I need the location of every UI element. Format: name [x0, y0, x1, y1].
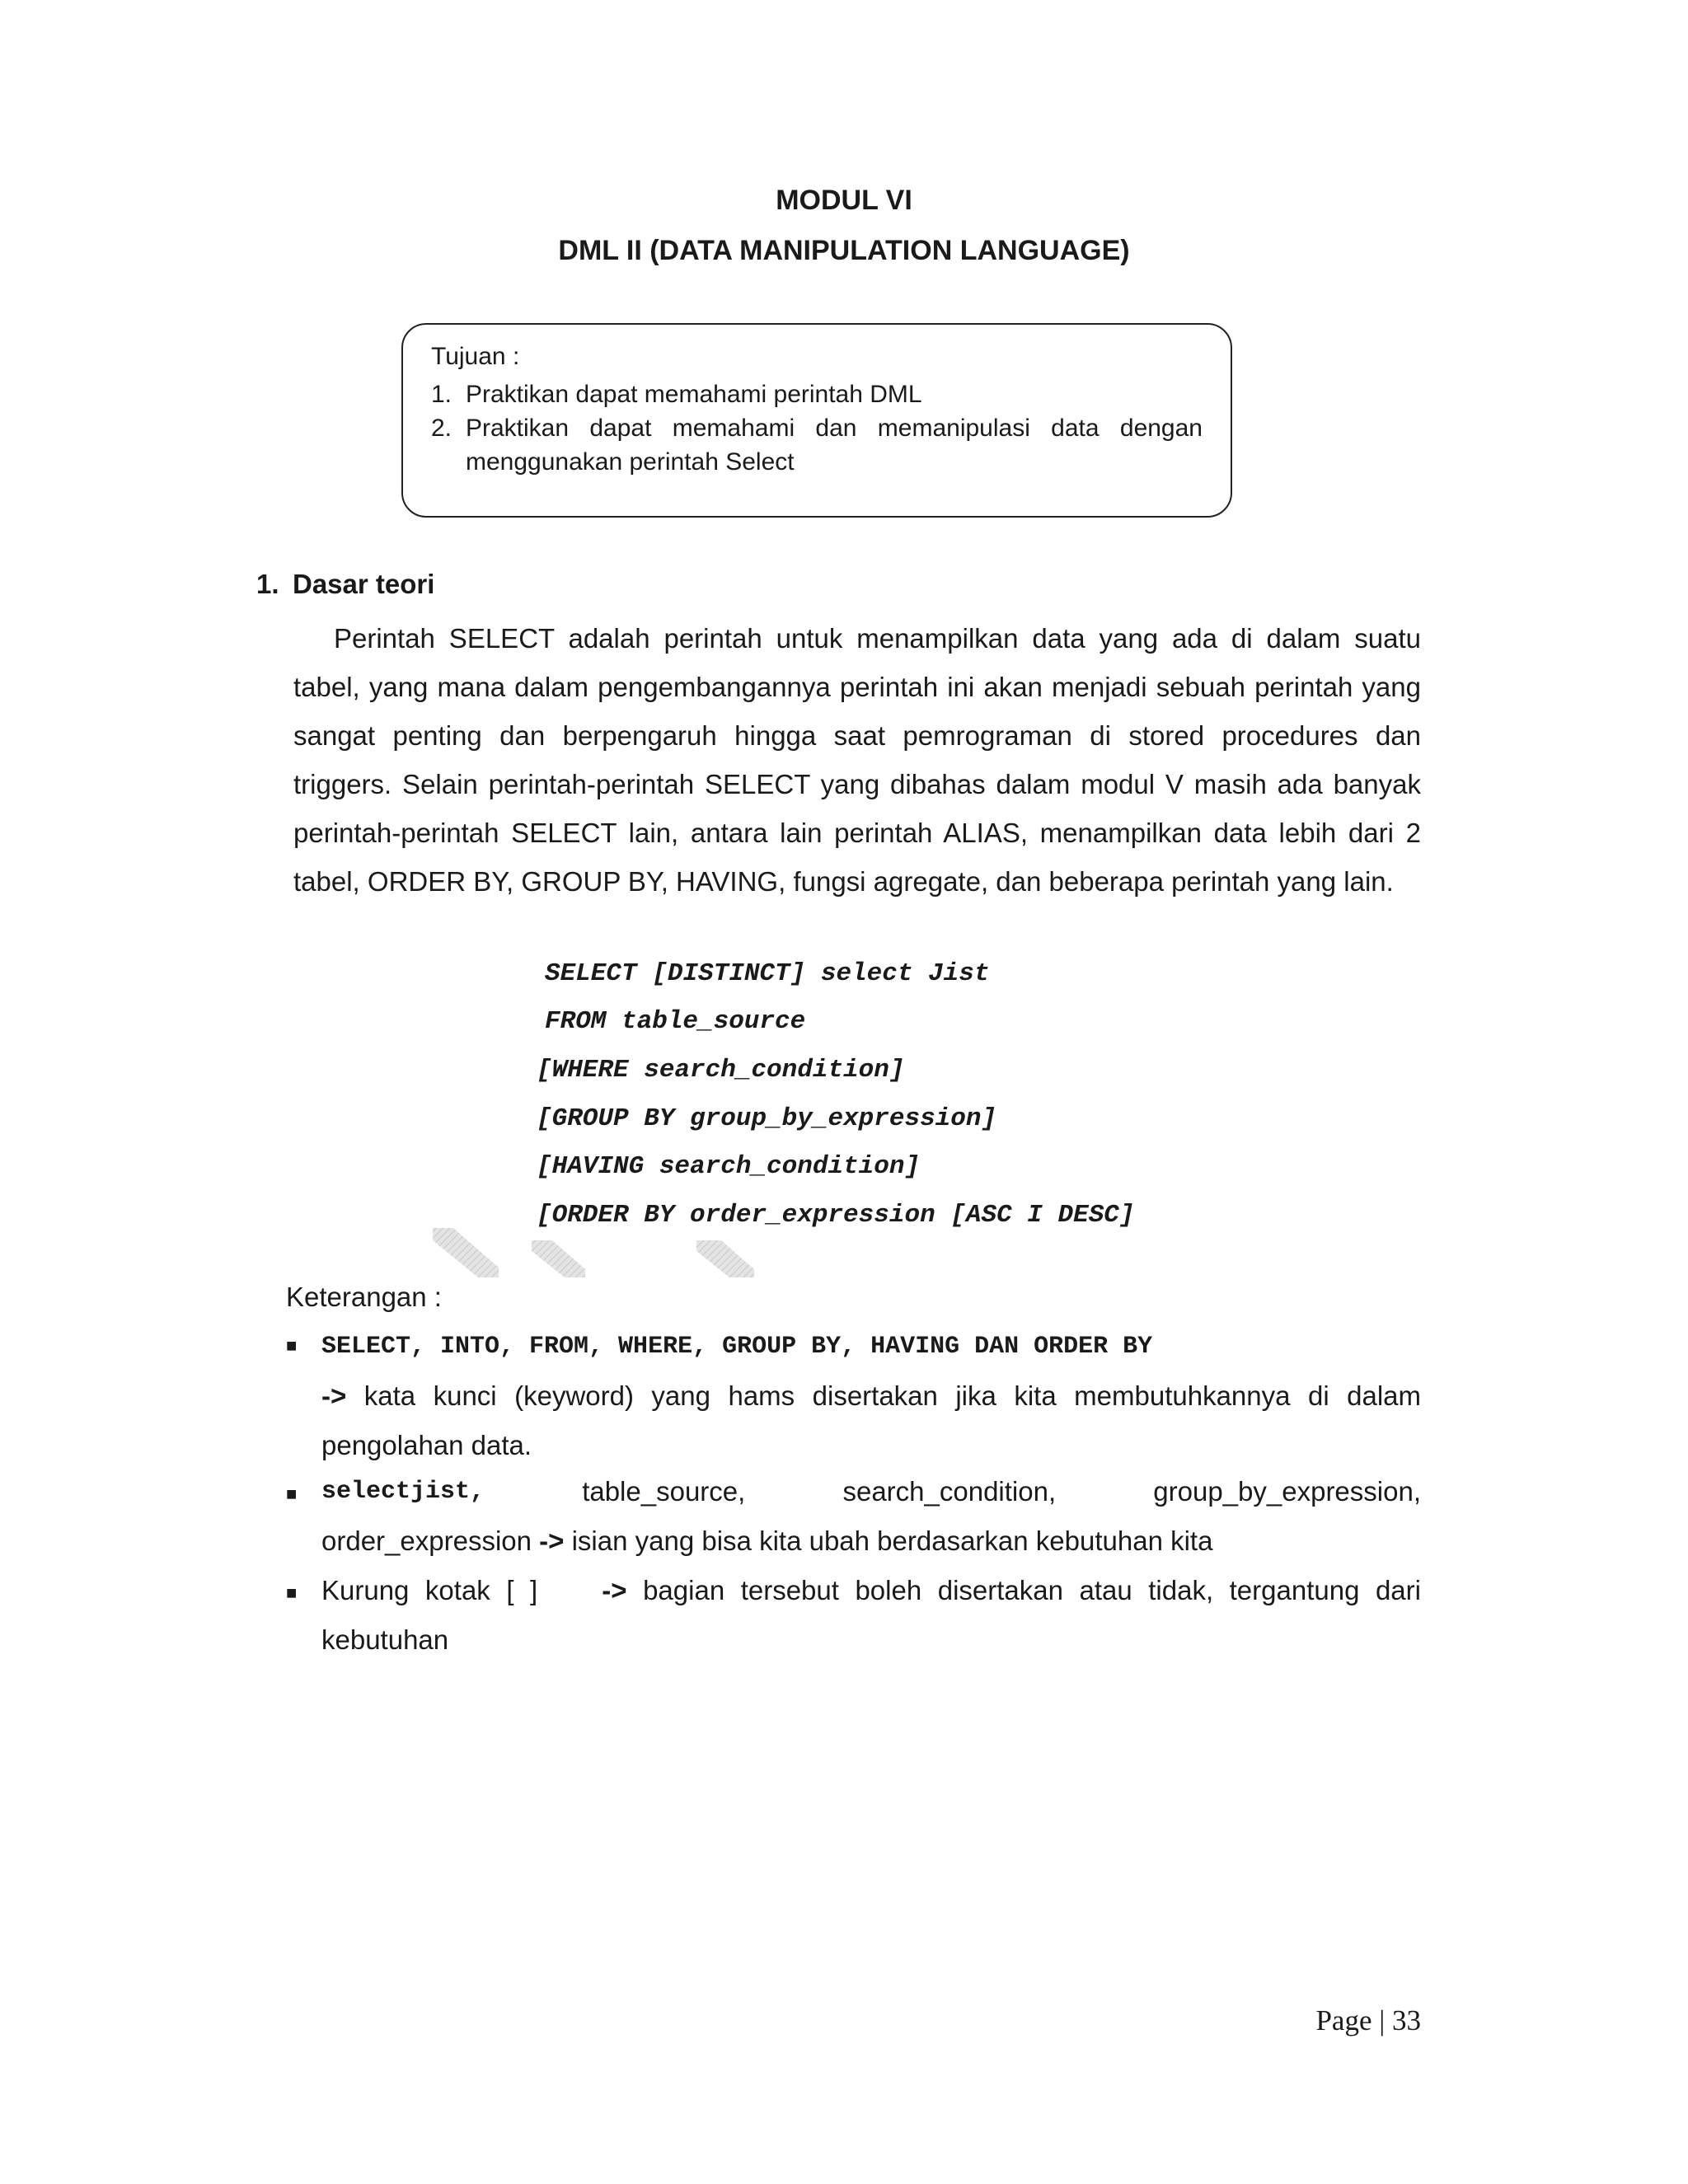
- note-text: isian yang bisa kita ubah berdasarkan kebutuhan kita: [571, 1526, 1213, 1556]
- notes-label: Keterangan :: [286, 1282, 442, 1312]
- note-item-brackets: [321, 1566, 1421, 1665]
- arrow-symbol: ->: [321, 1380, 347, 1411]
- note-item-keywords: [321, 1319, 1421, 1470]
- syntax-line: SELECT [DISTINCT] select Jist: [545, 959, 990, 988]
- note-item-placeholders: [321, 1467, 1421, 1566]
- placeholder-term: table_source,: [582, 1476, 746, 1507]
- syntax-line: [ORDER BY order_expression [ASC I DESC]: [537, 1201, 1135, 1230]
- syntax-line: [WHERE search_condition]: [537, 1056, 905, 1085]
- objective-text: Praktikan dapat memahami dan memanipulasi data dengan menggunakan perintah Select: [466, 415, 1203, 476]
- objective-number: 1.: [431, 381, 452, 408]
- objective-number: 2.: [431, 415, 452, 442]
- placeholder-term: selectjist,: [321, 1478, 485, 1506]
- note-text: bagian tersebut boleh disertakan atau tidak, tergantung dari kebutuhan: [321, 1575, 1421, 1655]
- bracket-term: Kurung kotak [ ]: [321, 1575, 538, 1605]
- arrow-symbol: ->: [539, 1526, 565, 1556]
- watermark-graphic: [429, 1228, 775, 1277]
- objective-text: Praktikan dapat memahami perintah DML: [466, 381, 922, 408]
- module-subtitle: DML II (DATA MANIPULATION LANGUAGE): [558, 235, 1130, 266]
- bullet-icon: ■: [286, 1483, 298, 1504]
- placeholder-description: [321, 1516, 1421, 1566]
- placeholder-term-row: [321, 1467, 1421, 1516]
- module-title: MODUL VI: [776, 185, 912, 216]
- section-title: Dasar teori: [293, 569, 435, 599]
- syntax-line: FROM table_source: [545, 1007, 806, 1036]
- arrow-symbol: ->: [602, 1575, 627, 1605]
- placeholder-term: order_expression: [321, 1526, 532, 1556]
- page-number: Page | 33: [1315, 2004, 1421, 2036]
- bullet-icon: ■: [286, 1582, 298, 1603]
- syntax-line: [HAVING search_condition]: [537, 1152, 921, 1181]
- syntax-line: [GROUP BY group_by_expression]: [537, 1104, 997, 1133]
- keyword-list: SELECT, INTO, FROM, WHERE, GROUP BY, HAVING DAN ORDER BY: [321, 1333, 1153, 1361]
- theory-paragraph: Perintah SELECT adalah perintah untuk menampilkan data yang ada di dalam suatu tabel, yang mana dalam pengembangannya perintah ini akan menjadi sebuah perintah yang sangat penting dan berpengaruh hingga saat pemrograman di stored procedures dan triggers. Selain perintah-perintah SELECT yang dibahas dalam modul V masih ada banyak perintah-perintah SELECT lain, antara lain perintah ALIAS, menampilkan data lebih dari 2 tabel, ORDER BY, GROUP BY, HAVING, fungsi agregate, dan beberapa perintah yang lain.: [293, 623, 1421, 897]
- objectives-label: Tujuan :: [431, 343, 520, 370]
- section-number: 1.: [256, 569, 279, 599]
- objectives-box: [401, 323, 1232, 518]
- placeholder-term: group_by_expression,: [1153, 1476, 1421, 1507]
- bullet-icon: ■: [286, 1335, 298, 1356]
- placeholder-term: search_condition,: [842, 1476, 1057, 1507]
- note-text: kata kunci (keyword) yang hams disertakan jika kita membutuhkannya di dalam pengolahan data.: [321, 1380, 1421, 1460]
